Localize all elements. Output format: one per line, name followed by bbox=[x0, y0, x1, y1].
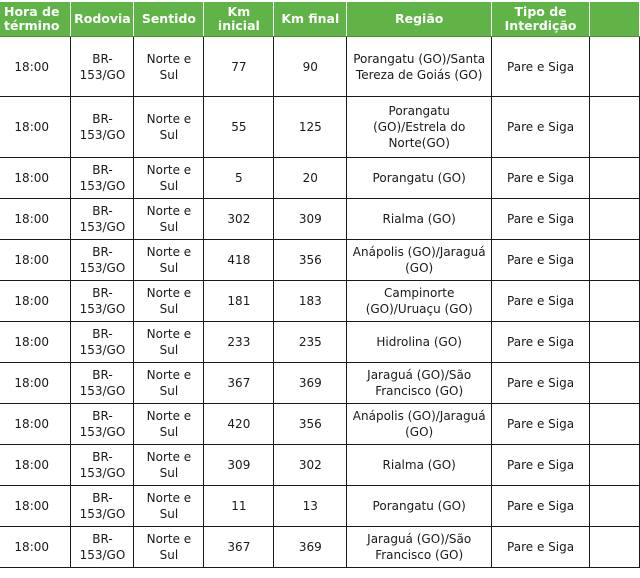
cell-km-inicial: 309 bbox=[204, 445, 274, 486]
table-wrapper bbox=[0, 2, 640, 568]
table-row bbox=[0, 404, 640, 445]
cell-extra bbox=[590, 240, 640, 281]
cell-km-inicial: 181 bbox=[204, 281, 274, 322]
header-sentido: Sentido bbox=[134, 2, 204, 37]
cell-km-inicial: 367 bbox=[204, 527, 274, 568]
cell-rodovia: BR-153/GO bbox=[71, 97, 134, 158]
cell-hora: 18:00 bbox=[0, 527, 71, 568]
cell-sentido: Norte e Sul bbox=[134, 486, 204, 527]
cell-km-inicial: 55 bbox=[204, 97, 274, 158]
cell-rodovia: BR-153/GO bbox=[71, 445, 134, 486]
cell-tipo: Pare e Siga bbox=[492, 158, 590, 199]
cell-km-inicial: 418 bbox=[204, 240, 274, 281]
table-row bbox=[0, 240, 640, 281]
cell-hora: 18:00 bbox=[0, 363, 71, 404]
cell-sentido: Norte e Sul bbox=[134, 97, 204, 158]
cell-regiao: Porangatu (GO) bbox=[347, 158, 492, 199]
cell-extra bbox=[590, 404, 640, 445]
table-row bbox=[0, 158, 640, 199]
header-rodovia: Rodovia bbox=[71, 2, 134, 37]
cell-km-inicial: 302 bbox=[204, 199, 274, 240]
cell-extra bbox=[590, 527, 640, 568]
cell-rodovia: BR-153/GO bbox=[71, 527, 134, 568]
cell-regiao: Hidrolina (GO) bbox=[347, 322, 492, 363]
cell-tipo: Pare e Siga bbox=[492, 486, 590, 527]
cell-rodovia: BR-153/GO bbox=[71, 486, 134, 527]
table-row bbox=[0, 37, 640, 97]
table-row bbox=[0, 281, 640, 322]
cell-sentido: Norte e Sul bbox=[134, 199, 204, 240]
header-regiao: Região bbox=[347, 2, 492, 37]
cell-extra bbox=[590, 37, 640, 97]
cell-regiao: Porangatu (GO) bbox=[347, 486, 492, 527]
cell-km-final: 309 bbox=[274, 199, 347, 240]
cell-tipo: Pare e Siga bbox=[492, 322, 590, 363]
cell-tipo: Pare e Siga bbox=[492, 527, 590, 568]
cell-km-inicial: 11 bbox=[204, 486, 274, 527]
cell-tipo: Pare e Siga bbox=[492, 240, 590, 281]
cell-tipo: Pare e Siga bbox=[492, 404, 590, 445]
cell-extra bbox=[590, 445, 640, 486]
cell-rodovia: BR-153/GO bbox=[71, 240, 134, 281]
cell-tipo: Pare e Siga bbox=[492, 445, 590, 486]
table-row bbox=[0, 97, 640, 158]
cell-regiao: Jaraguá (GO)/São Francisco (GO) bbox=[347, 527, 492, 568]
cell-tipo: Pare e Siga bbox=[492, 281, 590, 322]
cell-regiao: Porangatu (GO)/Santa Tereza de Goiás (GO) bbox=[347, 37, 492, 97]
header-tipo-interdicao: Tipo de Interdição bbox=[492, 2, 590, 37]
table-row bbox=[0, 445, 640, 486]
cell-hora: 18:00 bbox=[0, 281, 71, 322]
cell-km-final: 13 bbox=[274, 486, 347, 527]
cell-tipo: Pare e Siga bbox=[492, 199, 590, 240]
cell-km-final: 369 bbox=[274, 527, 347, 568]
cell-km-final: 183 bbox=[274, 281, 347, 322]
cell-regiao: Campinorte (GO)/Uruaçu (GO) bbox=[347, 281, 492, 322]
cell-regiao: Porangatu (GO)/Estrela do Norte(GO) bbox=[347, 97, 492, 158]
cell-extra bbox=[590, 281, 640, 322]
cell-km-final: 356 bbox=[274, 240, 347, 281]
cell-extra bbox=[590, 322, 640, 363]
cell-sentido: Norte e Sul bbox=[134, 445, 204, 486]
cell-km-inicial: 5 bbox=[204, 158, 274, 199]
interdiction-table bbox=[0, 2, 640, 568]
cell-km-inicial: 77 bbox=[204, 37, 274, 97]
cell-hora: 18:00 bbox=[0, 240, 71, 281]
cell-hora: 18:00 bbox=[0, 37, 71, 97]
cell-rodovia: BR-153/GO bbox=[71, 158, 134, 199]
cell-extra bbox=[590, 363, 640, 404]
cell-hora: 18:00 bbox=[0, 445, 71, 486]
cell-hora: 18:00 bbox=[0, 97, 71, 158]
cell-extra bbox=[590, 199, 640, 240]
cell-tipo: Pare e Siga bbox=[492, 363, 590, 404]
cell-rodovia: BR-153/GO bbox=[71, 37, 134, 97]
cell-sentido: Norte e Sul bbox=[134, 322, 204, 363]
cell-regiao: Anápolis (GO)/Jaraguá (GO) bbox=[347, 404, 492, 445]
cell-km-final: 90 bbox=[274, 37, 347, 97]
cell-km-final: 356 bbox=[274, 404, 347, 445]
cell-km-final: 125 bbox=[274, 97, 347, 158]
cell-hora: 18:00 bbox=[0, 404, 71, 445]
table-row bbox=[0, 363, 640, 404]
cell-regiao: Jaraguá (GO)/São Francisco (GO) bbox=[347, 363, 492, 404]
cell-extra bbox=[590, 97, 640, 158]
cell-sentido: Norte e Sul bbox=[134, 527, 204, 568]
cell-hora: 18:00 bbox=[0, 199, 71, 240]
header-km-inicial: Km inicial bbox=[204, 2, 274, 37]
cell-hora: 18:00 bbox=[0, 158, 71, 199]
cell-sentido: Norte e Sul bbox=[134, 37, 204, 97]
cell-hora: 18:00 bbox=[0, 322, 71, 363]
header-row bbox=[0, 2, 640, 37]
cell-km-inicial: 233 bbox=[204, 322, 274, 363]
header-km-final: Km final bbox=[274, 2, 347, 37]
header-hora-termino: Hora de término bbox=[0, 2, 71, 37]
header-extra bbox=[590, 2, 640, 37]
cell-extra bbox=[590, 486, 640, 527]
cell-rodovia: BR-153/GO bbox=[71, 199, 134, 240]
cell-sentido: Norte e Sul bbox=[134, 240, 204, 281]
cell-rodovia: BR-153/GO bbox=[71, 281, 134, 322]
cell-km-final: 302 bbox=[274, 445, 347, 486]
table-row bbox=[0, 199, 640, 240]
cell-sentido: Norte e Sul bbox=[134, 404, 204, 445]
cell-km-inicial: 420 bbox=[204, 404, 274, 445]
cell-regiao: Rialma (GO) bbox=[347, 445, 492, 486]
cell-tipo: Pare e Siga bbox=[492, 97, 590, 158]
cell-km-final: 369 bbox=[274, 363, 347, 404]
table-row bbox=[0, 486, 640, 527]
table-row bbox=[0, 322, 640, 363]
cell-extra bbox=[590, 158, 640, 199]
cell-regiao: Rialma (GO) bbox=[347, 199, 492, 240]
table-row bbox=[0, 527, 640, 568]
cell-sentido: Norte e Sul bbox=[134, 363, 204, 404]
cell-tipo: Pare e Siga bbox=[492, 37, 590, 97]
cell-rodovia: BR-153/GO bbox=[71, 363, 134, 404]
cell-regiao: Anápolis (GO)/Jaraguá (GO) bbox=[347, 240, 492, 281]
cell-sentido: Norte e Sul bbox=[134, 281, 204, 322]
cell-rodovia: BR-153/GO bbox=[71, 322, 134, 363]
cell-sentido: Norte e Sul bbox=[134, 158, 204, 199]
cell-km-final: 235 bbox=[274, 322, 347, 363]
cell-hora: 18:00 bbox=[0, 486, 71, 527]
cell-km-final: 20 bbox=[274, 158, 347, 199]
cell-rodovia: BR-153/GO bbox=[71, 404, 134, 445]
cell-km-inicial: 367 bbox=[204, 363, 274, 404]
